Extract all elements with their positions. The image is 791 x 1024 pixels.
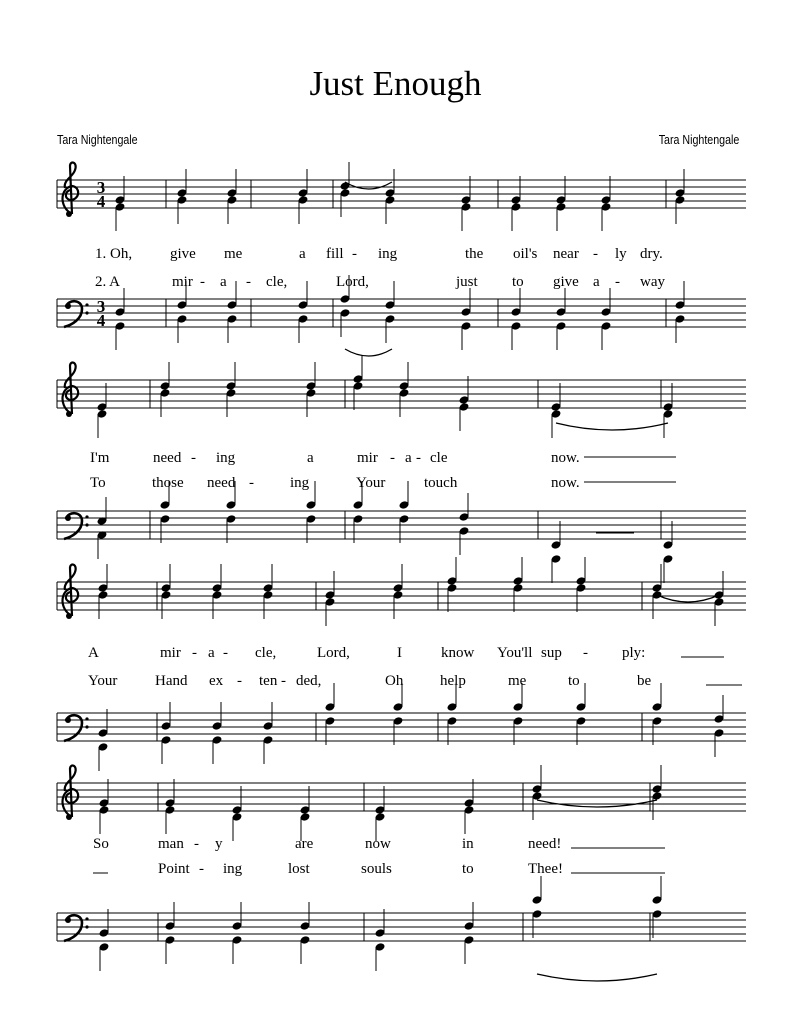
bass-note (459, 493, 470, 522)
lyric-syllable: to (462, 861, 474, 877)
treble-clef-stroke (63, 163, 79, 214)
treble-clef-dot (66, 211, 72, 217)
lyric-syllable: Your (356, 475, 386, 491)
lyric-syllable: - (223, 645, 228, 661)
lyric-syllable: Lord, (336, 274, 369, 290)
lyric-syllable: cle (430, 450, 448, 466)
treble-note (232, 812, 243, 841)
lyric-syllable: - (615, 274, 620, 290)
treble-note (325, 597, 336, 626)
lyric-syllable: to (512, 274, 524, 290)
treble-note (447, 583, 458, 612)
lyric-syllable: 2. A (95, 274, 121, 290)
bass-note (298, 281, 309, 310)
time-signature-bottom: 4 (96, 311, 106, 330)
treble-note (160, 362, 171, 391)
treble-note (298, 195, 309, 224)
lyric-syllable: ing (223, 861, 243, 877)
lyric-syllable: - (583, 645, 588, 661)
lyric-syllable: Thee! (528, 861, 563, 877)
lyric-syllable: be (637, 673, 652, 689)
lyric-syllable: me (224, 246, 243, 262)
bass-note (714, 695, 725, 724)
treble-note (675, 195, 686, 224)
song-title: Just Enough (309, 64, 482, 103)
tie-curve (556, 423, 668, 430)
bass-note (232, 935, 243, 964)
lyric-syllable: now. (551, 475, 580, 491)
treble-note (160, 388, 171, 417)
bass-note (115, 288, 126, 317)
lyric-syllable: y (215, 836, 223, 852)
lyric-syllable: give (553, 274, 579, 290)
lyric-syllable: need (153, 450, 182, 466)
bass-note (263, 735, 274, 764)
treble-note (263, 564, 274, 593)
treble-note (99, 805, 110, 834)
bass-note (461, 288, 472, 317)
bass-note (161, 735, 172, 764)
lyric-syllable: touch (424, 475, 458, 491)
treble-clef-stroke (63, 363, 79, 414)
lyric-syllable: near (553, 246, 579, 262)
treble-note (393, 564, 404, 593)
bass-clef-icon (64, 301, 89, 327)
treble-note (556, 202, 567, 231)
lyric-syllable: mir (357, 450, 378, 466)
lyric-syllable: a (220, 274, 227, 290)
lyric-syllable: ing (290, 475, 310, 491)
bass-staff (57, 511, 746, 539)
bass-note (227, 281, 238, 310)
lyric-syllable: To (90, 475, 106, 491)
tie-curve (537, 974, 657, 981)
bass-note (177, 314, 188, 343)
lyric-syllable: Your (88, 673, 118, 689)
lyric-syllable: dry. (640, 246, 663, 262)
bass-note (464, 902, 475, 931)
bass-note (652, 876, 663, 905)
lyric-syllable: I'm (90, 450, 110, 466)
treble-note (177, 169, 188, 198)
treble-note (298, 169, 309, 198)
lyric-syllable: give (170, 246, 196, 262)
bass-note (399, 481, 410, 510)
bass-clef-head (65, 303, 71, 309)
bass-clef-head (65, 717, 71, 723)
lyric-syllable: ten (259, 673, 278, 689)
treble-note (601, 202, 612, 231)
lyric-syllable: in (462, 836, 474, 852)
treble-clef-icon (63, 163, 79, 217)
lyric-syllable: those (152, 475, 184, 491)
lyric-syllable: need! (528, 836, 562, 852)
treble-note (226, 388, 237, 417)
treble-note (226, 362, 237, 391)
bass-note (98, 742, 109, 771)
lyric-syllable: - (246, 274, 251, 290)
tie-curve (345, 349, 392, 356)
system-4 (93, 783, 650, 941)
lyric-syllable: 1. Oh, (95, 246, 133, 262)
composer-credit: Tara Nightengale (658, 132, 739, 147)
lyric-syllable: a (593, 274, 600, 290)
lyric-syllable: - (200, 274, 205, 290)
treble-note (399, 362, 410, 391)
treble-clef-icon (63, 766, 79, 820)
bass-clef-dot (85, 311, 88, 314)
treble-note (353, 355, 364, 384)
lyric-syllable: - (416, 450, 421, 466)
treble-note (212, 590, 223, 619)
bass-note (115, 321, 126, 350)
lyric-syllable: a (299, 246, 306, 262)
lyric-syllable: mir (172, 274, 193, 290)
treble-note (306, 388, 317, 417)
treble-note (227, 195, 238, 224)
treble-note (353, 381, 364, 410)
lyric-syllable: sup (541, 645, 562, 661)
lyric-syllable: help (440, 673, 466, 689)
time-signature-bottom: 4 (96, 192, 106, 211)
treble-note (464, 805, 475, 834)
bass-note (464, 935, 475, 964)
treble-note (532, 791, 543, 820)
treble-note (675, 169, 686, 198)
bass-clef-head (65, 515, 71, 521)
bass-note (212, 702, 223, 731)
lyric-syllable: ly (615, 246, 627, 262)
bass-note (551, 554, 562, 583)
bass-note (161, 702, 172, 731)
bass-clef-dot (85, 925, 88, 928)
bass-clef-icon (64, 915, 89, 941)
bass-staff (57, 713, 746, 741)
lyric-syllable: now. (551, 450, 580, 466)
lyric-syllable: just (456, 274, 478, 290)
lyric-syllable: - (194, 836, 199, 852)
lyric-syllable: Point (158, 861, 190, 877)
lyric-syllable: Hand (155, 673, 188, 689)
treble-note (340, 188, 351, 217)
lyric-syllable: cle, (255, 645, 277, 661)
system-2 (90, 380, 661, 539)
bass-note (675, 281, 686, 310)
treble-note (385, 195, 396, 224)
bass-note (675, 314, 686, 343)
tie-curve (345, 182, 392, 189)
bass-note (165, 935, 176, 964)
bass-clef-head (65, 917, 71, 923)
lyric-syllable: a (307, 450, 314, 466)
bass-note (385, 314, 396, 343)
treble-clef-icon (63, 363, 79, 417)
treble-note (177, 195, 188, 224)
bass-note (263, 702, 274, 731)
bass-note (212, 735, 223, 764)
lyric-syllable: - (199, 861, 204, 877)
bass-note (556, 321, 567, 350)
treble-note (714, 597, 725, 626)
bass-note (459, 526, 470, 555)
time-signature-top: 3 (96, 297, 106, 316)
bass-note (375, 942, 386, 971)
lyric-syllable: - (192, 645, 197, 661)
bass-clef-icon (64, 513, 89, 539)
bass-staff (57, 913, 746, 941)
lyric-syllable: a (208, 645, 215, 661)
treble-clef-dot (66, 411, 72, 417)
system-3 (88, 582, 652, 741)
treble-clef-dot (66, 814, 72, 820)
treble-note (447, 557, 458, 586)
lyric-syllable: - (191, 450, 196, 466)
lyric-syllable: - (352, 246, 357, 262)
lyric-syllable: need (207, 475, 236, 491)
lyric-syllable: - (390, 450, 395, 466)
treble-note (513, 557, 524, 586)
lyric-syllable: A (88, 645, 99, 661)
bass-clef-dot (85, 523, 88, 526)
bass-clef-dot (85, 717, 88, 720)
treble-note (399, 388, 410, 417)
lyric-syllable: way (640, 274, 665, 290)
time-signature-top: 3 (96, 178, 106, 197)
treble-note (652, 564, 663, 593)
treble-note (263, 590, 274, 619)
lyric-syllable: fill (326, 246, 344, 262)
lyric-syllable: ply: (622, 645, 646, 661)
lyric-syllable: ing (378, 246, 398, 262)
lyric-syllable: oil's (513, 246, 538, 262)
lyric-syllable: Lord, (317, 645, 350, 661)
treble-clef-dot (66, 613, 72, 619)
bass-note (300, 902, 311, 931)
lyric-syllable: cle, (266, 274, 288, 290)
bass-note (532, 876, 543, 905)
lyric-syllable: the (465, 246, 484, 262)
bass-note (232, 902, 243, 931)
lyric-syllable: Oh (385, 673, 404, 689)
treble-note (227, 169, 238, 198)
bass-note (97, 530, 108, 559)
bass-note (511, 321, 522, 350)
lyric-syllable: a (405, 450, 412, 466)
treble-note (461, 202, 472, 231)
lyric-syllable: ing (216, 450, 236, 466)
bass-note (298, 314, 309, 343)
bass-staff (57, 299, 746, 327)
bass-clef-icon (64, 715, 89, 741)
treble-staff (57, 783, 746, 811)
bass-note (556, 288, 567, 317)
treble-clef-stroke (63, 565, 79, 616)
bass-note (652, 683, 663, 712)
lyric-syllable: to (568, 673, 580, 689)
lyricist-credit: Tara Nightengale (57, 132, 138, 147)
bass-note (601, 288, 612, 317)
lyric-syllable: - (249, 475, 254, 491)
lyric-syllable: So (93, 836, 109, 852)
treble-note (576, 583, 587, 612)
treble-note (652, 590, 663, 619)
treble-note (165, 805, 176, 834)
treble-note (652, 765, 663, 794)
bass-note (714, 728, 725, 757)
treble-note (161, 564, 172, 593)
bass-clef-dot (85, 303, 88, 306)
lyric-syllable: mir (160, 645, 181, 661)
bass-clef-dot (85, 725, 88, 728)
treble-note (393, 590, 404, 619)
bass-note (461, 321, 472, 350)
lyric-syllable: me (508, 673, 527, 689)
lyric-syllable: know (441, 645, 475, 661)
treble-note (513, 583, 524, 612)
treble-clef-stroke (63, 766, 79, 817)
treble-note (340, 162, 351, 191)
treble-note (576, 557, 587, 586)
lyric-syllable: ex (209, 673, 224, 689)
bass-note (165, 902, 176, 931)
lyric-syllable: souls (361, 861, 392, 877)
lyric-syllable: - (281, 673, 286, 689)
treble-note (325, 571, 336, 600)
lyric-syllable: ded, (296, 673, 322, 689)
bass-note (385, 281, 396, 310)
treble-note (97, 409, 108, 438)
treble-staff (57, 180, 746, 208)
lyric-syllable: I (397, 645, 402, 661)
treble-note (459, 402, 470, 431)
bass-clef-dot (85, 515, 88, 518)
lyric-syllable: man (158, 836, 184, 852)
bass-note (325, 683, 336, 712)
lyric-syllable: are (295, 836, 314, 852)
lyric-syllable: - (237, 673, 242, 689)
lyric-syllable: You'll (497, 645, 533, 661)
bass-note (601, 321, 612, 350)
treble-note (511, 202, 522, 231)
bass-note (340, 308, 351, 337)
lyric-syllable: now (365, 836, 391, 852)
treble-note (98, 564, 109, 593)
bass-note (511, 288, 522, 317)
bass-note (99, 942, 110, 971)
lyric-syllable: lost (288, 861, 310, 877)
treble-note (212, 564, 223, 593)
bass-note (227, 314, 238, 343)
treble-note (306, 362, 317, 391)
treble-note (98, 590, 109, 619)
treble-note (652, 791, 663, 820)
lyric-syllable: - (593, 246, 598, 262)
bass-clef-dot (85, 917, 88, 920)
treble-note (532, 765, 543, 794)
treble-clef-icon (63, 565, 79, 619)
treble-note (161, 590, 172, 619)
bass-note (663, 554, 674, 583)
bass-note (300, 935, 311, 964)
treble-note (115, 202, 126, 231)
